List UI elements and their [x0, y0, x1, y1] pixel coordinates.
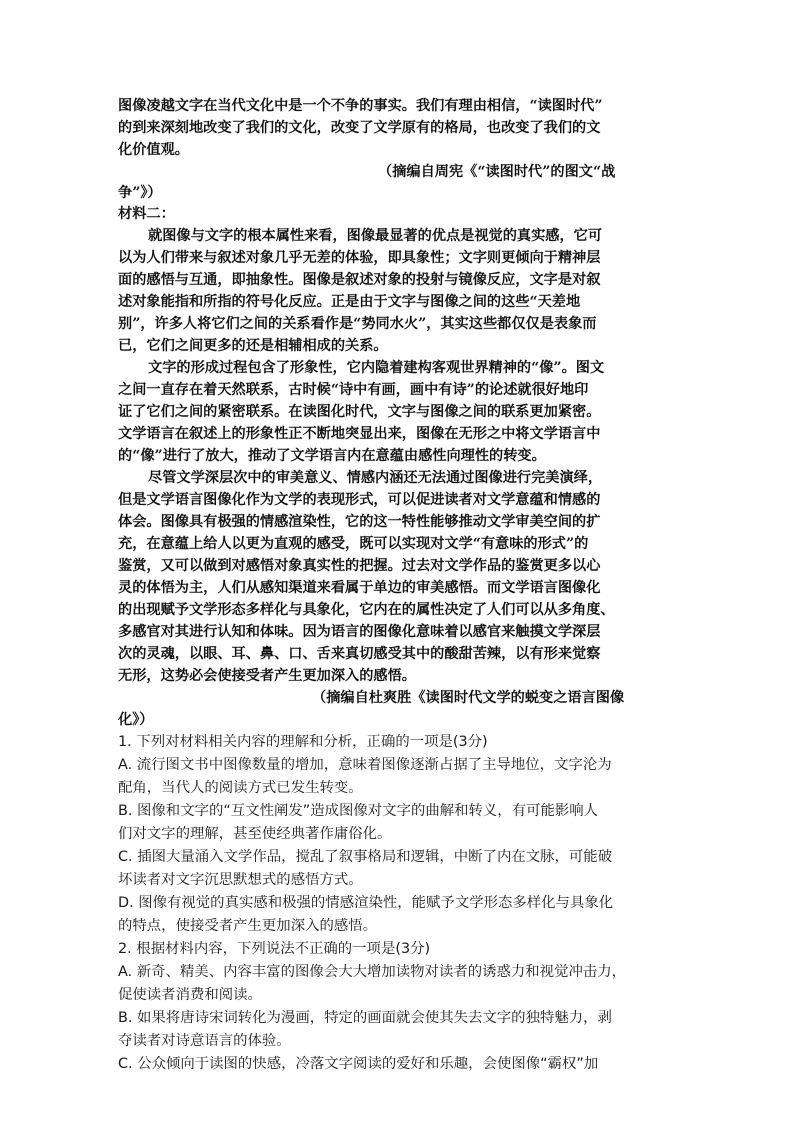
question-1-stem: 1. 下列对材料相关内容的理解和分析，正确的一项是(3分) — [118, 734, 488, 750]
passage-line: 的出现赋予文学形态多样化与具象化，它内在的属性决定了人们可以从多角度、 — [118, 602, 615, 618]
passage-line: 次的灵魂，以眼、耳、鼻、口、舌来真切感受其中的酸甜苦辣，以有形来觉察 — [118, 646, 601, 662]
question-1-option-c: C. 插图大量涌入文学作品，搅乱了叙事格局和逻辑，中断了内在文脉，可能破 — [118, 849, 613, 865]
source-citation: （摘编自周宪《“读图时代”的图文“战 — [378, 164, 616, 180]
question-1-option-d-cont: 的特点，使接受者产生更加深入的感悟。 — [118, 918, 378, 934]
passage-line: 文学语言在叙述上的形象性正不断地突显出来，图像在无形之中将文学语言中 — [118, 426, 601, 442]
passage-line: 证了它们之间的紧密联系。在读图化时代，文字与图像之间的联系更加紧密。 — [118, 404, 601, 420]
passage-line: 的到来深刻地改变了我们的文化，改变了文学原有的格局，也改变了我们的文 — [118, 120, 601, 136]
source-citation-end: 化》） — [118, 712, 154, 728]
passage-line: 灵的体悟为主，人们从感知渠道来看属于单边的审美感悟。而文学语言图像化 — [118, 580, 601, 596]
passage-line: 已，它们之间更多的还是相辅相成的关系。 — [118, 338, 388, 354]
passage-line: 化价值观。 — [118, 142, 189, 158]
passage-line: 图像凌越文字在当代文化中是一个不争的事实。我们有理由相信，“读图时代” — [118, 98, 603, 114]
passage-line: 述对象能指和所指的符号化反应。正是由于文字与图像之间的这些“天差地 — [118, 294, 581, 310]
passage-line: 体会。图像具有极强的情感渲染性，它的这一特性能够推动文学审美空间的扩 — [118, 514, 601, 530]
question-1-option-b-cont: 们对文字的理解，甚至使经典著作庸俗化。 — [118, 826, 392, 842]
passage-line: 鉴赏，又可以做到对感悟对象真实性的把握。过去对文学作品的鉴赏更多以心 — [118, 558, 601, 574]
question-2-option-a-cont: 促使读者消费和阅读。 — [118, 987, 262, 1003]
passage-line: 面的感悟与互通，即抽象性。图像是叙述对象的投射与镜像反应，文字是对叙 — [118, 272, 601, 288]
passage-line: 充，在意蕴上给人以更为直观的感受，既可以实现对文学“有意味的形式”的 — [118, 536, 589, 552]
source-citation: （摘编自杜爽胜《读图时代文学的蜕变之语言图像 — [312, 690, 625, 706]
section-heading: 材料二： — [118, 206, 175, 222]
question-2-option-c: C. 公众倾向于读图的快感，冷落文字阅读的爱好和乐趣，会使图像“霸权”加 — [118, 1056, 599, 1072]
question-2-option-b-cont: 夺读者对诗意语言的体验。 — [118, 1033, 291, 1049]
question-1-option-d: D. 图像有视觉的真实感和极强的情感渲染性，能赋予文学形态多样化与具象化 — [118, 895, 614, 911]
question-2-option-a: A. 新奇、精美、内容丰富的图像会大大增加读物对读者的诱惑力和视觉冲击力， — [118, 964, 627, 980]
passage-line: 之间一直存在着天然联系，古时候“诗中有画，画中有诗”的论述就很好地印 — [118, 382, 589, 398]
question-1-option-a: A. 流行图文书中图像数量的增加，意味着图像逐渐占据了主导地位，文字沦为 — [118, 757, 612, 773]
question-1-option-c-cont: 坏读者对文字沉思默想式的感悟方式。 — [118, 872, 363, 888]
question-1-option-b: B. 图像和文字的“互文性阐发”造成图像对文字的曲解和转义，有可能影响人 — [118, 803, 599, 819]
question-2-stem: 2. 根据材料内容，下列说法不正确的一项是(3分) — [118, 941, 431, 957]
question-2-option-b: B. 如果将唐诗宋词转化为漫画，特定的画面就会使其失去文字的独特魅力，剥 — [118, 1010, 612, 1026]
source-citation-end: 争”》） — [118, 185, 162, 201]
passage-line: 文字的形成过程包含了形象性，它内隐着建构客观世界精神的“像”。图文 — [148, 360, 605, 376]
passage-line: 无形，这势必会使接受者产生更加深入的感悟。 — [118, 668, 416, 684]
passage-line: 别”，许多人将它们之间的关系看作是“势同水火”，其实这些都仅仅是表象而 — [118, 316, 597, 332]
passage-line: 但是文学语言图像化作为文学的表现形式，可以促进读者对文学意蕴和情感的 — [118, 492, 601, 508]
passage-line: 就图像与文字的根本属性来看，图像最显著的优点是视觉的真实感，它可 — [148, 228, 603, 244]
passage-line: 以为人们带来与叙述对象几乎无差的体验，即具象性；文字则更倾向于精神层 — [118, 250, 601, 266]
passage-line: 多感官对其进行认知和体味。因为语言的图像化意味着以感官来触摸文学深层 — [118, 624, 601, 640]
passage-line: 的“像”进行了放大，推动了文学语言内在意蕴由感性向理性的转变。 — [118, 448, 546, 464]
passage-line: 尽管文学深层次中的审美意义、情感内涵还无法通过图像进行完美演绎， — [148, 470, 603, 486]
question-1-option-a-cont: 配角，当代人的阅读方式已发生转变。 — [118, 780, 363, 796]
